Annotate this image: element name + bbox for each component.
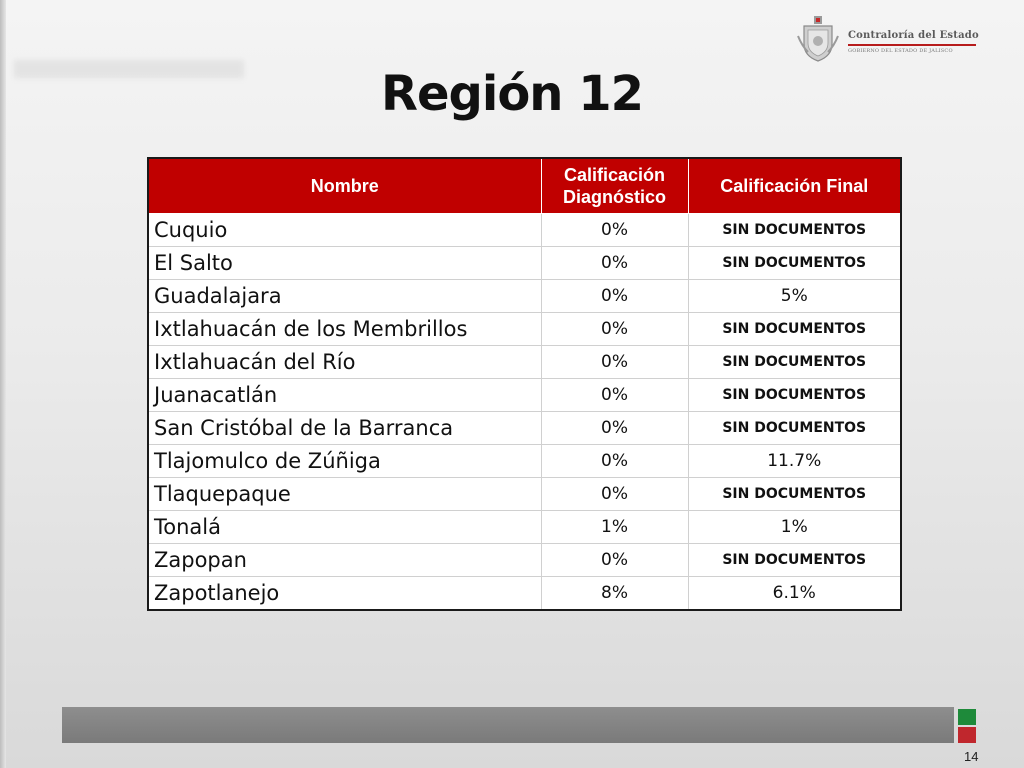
logo-title: Contraloría del Estado — [848, 30, 979, 41]
diagnostico-cell: 0% — [541, 214, 688, 247]
table-row — [148, 313, 901, 346]
final-cell: 6.1% — [688, 577, 901, 611]
table-row — [148, 511, 901, 544]
header-nombre: Nombre — [148, 158, 541, 214]
logo-rule — [848, 44, 976, 46]
diagnostico-cell: 0% — [541, 379, 688, 412]
table-body — [148, 214, 901, 611]
name-cell: Tonalá — [148, 511, 541, 544]
name-cell: Juanacatlán — [148, 379, 541, 412]
table-row — [148, 214, 901, 247]
final-cell: SIN DOCUMENTOS — [688, 544, 901, 577]
diagnostico-cell: 0% — [541, 280, 688, 313]
diagnostico-cell: 8% — [541, 577, 688, 611]
diagnostico-cell: 0% — [541, 313, 688, 346]
table-row — [148, 379, 901, 412]
name-cell: Ixtlahuacán de los Membrillos — [148, 313, 541, 346]
results-table — [147, 157, 902, 611]
logo-subtitle: GOBIERNO DEL ESTADO DE JALISCO — [848, 48, 953, 54]
table-row — [148, 478, 901, 511]
diagnostico-cell: 0% — [541, 445, 688, 478]
table-row — [148, 544, 901, 577]
name-cell: Zapopan — [148, 544, 541, 577]
final-cell: SIN DOCUMENTOS — [688, 412, 901, 445]
header-calificacion-final: Calificación Final — [688, 158, 901, 214]
final-cell: SIN DOCUMENTOS — [688, 214, 901, 247]
page-number: 14 — [964, 749, 979, 764]
coat-of-arms-icon — [796, 16, 840, 62]
name-cell: Tlajomulco de Zúñiga — [148, 445, 541, 478]
name-cell: Zapotlanejo — [148, 577, 541, 611]
name-cell: San Cristóbal de la Barranca — [148, 412, 541, 445]
header-calificacion-diagnostico: Calificación Diagnóstico — [541, 158, 688, 214]
table-row — [148, 346, 901, 379]
final-cell: SIN DOCUMENTOS — [688, 478, 901, 511]
name-cell: Cuquio — [148, 214, 541, 247]
red-square — [958, 727, 976, 743]
final-cell: 11.7% — [688, 445, 901, 478]
diagnostico-cell: 0% — [541, 478, 688, 511]
final-cell: SIN DOCUMENTOS — [688, 313, 901, 346]
contraloria-logo — [792, 8, 982, 64]
final-cell: SIN DOCUMENTOS — [688, 247, 901, 280]
table-header-row — [148, 158, 901, 214]
table-row — [148, 577, 901, 611]
table-row — [148, 247, 901, 280]
name-cell: El Salto — [148, 247, 541, 280]
diagnostico-cell: 0% — [541, 247, 688, 280]
table-row — [148, 280, 901, 313]
diagnostico-cell: 1% — [541, 511, 688, 544]
footer-bar — [62, 707, 954, 743]
diagnostico-cell: 0% — [541, 412, 688, 445]
green-square — [958, 709, 976, 725]
page-title: Región 12 — [381, 66, 643, 122]
diagnostico-cell: 0% — [541, 544, 688, 577]
final-cell: SIN DOCUMENTOS — [688, 379, 901, 412]
diagnostico-cell: 0% — [541, 346, 688, 379]
final-cell: 1% — [688, 511, 901, 544]
final-cell: 5% — [688, 280, 901, 313]
name-cell: Tlaquepaque — [148, 478, 541, 511]
name-cell: Guadalajara — [148, 280, 541, 313]
table-row — [148, 412, 901, 445]
table-row — [148, 445, 901, 478]
name-cell: Ixtlahuacán del Río — [148, 346, 541, 379]
final-cell: SIN DOCUMENTOS — [688, 346, 901, 379]
